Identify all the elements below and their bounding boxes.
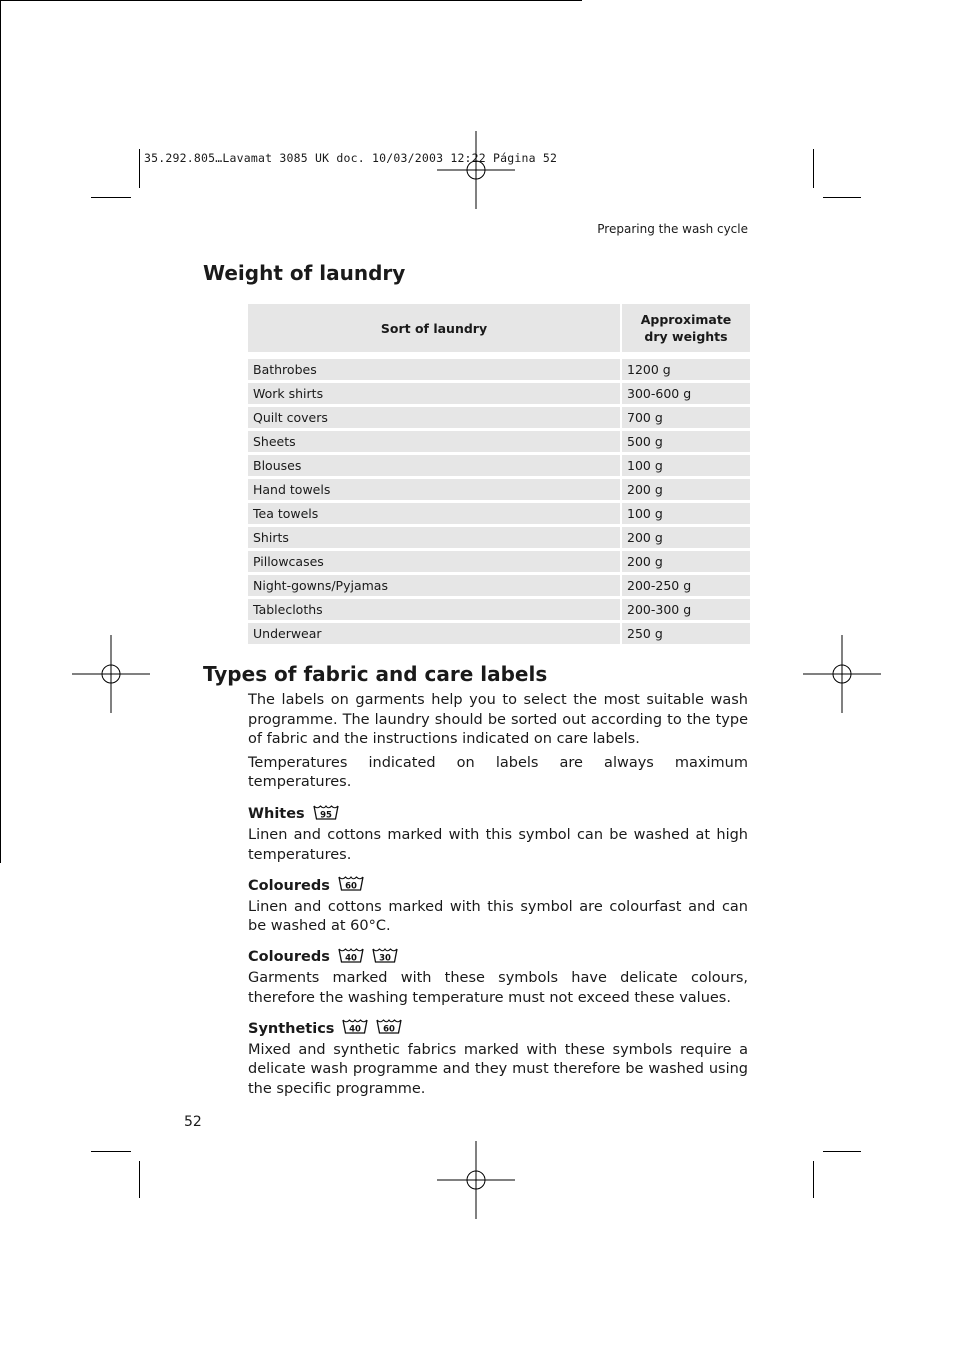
table-row [248,383,750,404]
laundry-weight: 100 g [620,455,750,476]
svg-text:95: 95 [319,809,332,820]
care-label-name: Coloureds [248,877,330,894]
care-label-section [248,875,748,937]
table-row [248,455,750,476]
laundry-weight: 200-250 g [620,575,750,596]
printer-slug: 35.292.805…Lavamat 3085 UK doc. 10/03/2003 12:22 Página 52 [144,151,558,165]
care-label-description: Garments marked with these symbols have delicate colours, therefore the washing temperature must not exceed these values. [248,970,748,1006]
washtub-60-icon [338,875,364,898]
intro-paragraph: Temperatures indicated on labels are always maximum temperatures. [248,754,748,790]
laundry-item: Shirts [248,527,620,548]
laundry-weight: 300-600 g [620,383,750,404]
laundry-item: Bathrobes [248,359,620,380]
table-row [248,599,750,620]
intro-paragraph: The labels on garments help you to select the most suitable wash programme. The laundry should be sorted out according to the type of fabric and the instructions indicated on care labels. [248,692,748,747]
washtub-60-icon [376,1018,402,1041]
care-label-section [248,804,748,866]
table-row [248,431,750,452]
laundry-item: Sheets [248,431,620,452]
table-row [248,623,750,644]
table-header-row [248,304,750,352]
care-label-heading [248,804,748,827]
laundry-item: Hand towels [248,479,620,500]
table-row [248,407,750,428]
column-header-weight: Approximate dry weights [620,304,750,352]
laundry-weight: 200 g [620,551,750,572]
crop-mark [823,1151,861,1152]
laundry-weight: 200 g [620,527,750,548]
crop-mark [813,1161,814,1198]
care-label-heading [248,875,748,898]
washtub-40-icon [342,1018,368,1041]
laundry-item: Tea towels [248,503,620,524]
laundry-weight-table [248,301,750,647]
care-label-name: Synthetics [248,1020,335,1037]
laundry-item: Night-gowns/Pyjamas [248,575,620,596]
svg-text:40: 40 [344,952,357,963]
running-header: Preparing the wash cycle [597,222,748,236]
table-row [248,479,750,500]
laundry-item: Quilt covers [248,407,620,428]
registration-mark-icon [437,131,515,209]
crop-mark [91,197,131,198]
laundry-weight: 1200 g [620,359,750,380]
svg-text:60: 60 [383,1024,396,1034]
laundry-weight: 200-300 g [620,599,750,620]
care-label-description: Linen and cottons marked with this symbol are colourfast and can be washed at 60°C. [248,898,748,934]
svg-text:60: 60 [344,881,357,891]
table-body [248,355,750,644]
table-row [248,527,750,548]
laundry-weight: 700 g [620,407,750,428]
care-label-description: Mixed and synthetic fabrics marked with these symbols require a delicate wash programme and they must therefore be washed using the specific programme. [248,1041,748,1097]
registration-mark-icon [72,635,150,713]
care-label-description: Linen and cottons marked with this symbol can be washed at high temperatures. [248,827,748,863]
laundry-weight: 500 g [620,431,750,452]
care-label-list [248,804,748,1100]
care-label-heading [248,1018,748,1041]
care-label-name: Whites [248,806,305,822]
header-rule [0,0,582,1]
crop-mark [139,149,140,188]
margin-rule [0,1,1,863]
table-row [248,551,750,572]
laundry-weight: 100 g [620,503,750,524]
table-row [248,359,750,380]
svg-text:30: 30 [378,952,391,963]
crop-mark [813,149,814,188]
column-header-sort: Sort of laundry [248,304,620,352]
washtub-30-icon [372,947,398,970]
page-number: 52 [184,1114,202,1130]
registration-mark-icon [437,1141,515,1219]
section-title-fabric: Types of fabric and care labels [203,662,548,686]
table-row [248,503,750,524]
crop-mark [91,1151,131,1152]
laundry-item: Underwear [248,623,620,644]
registration-mark-icon [803,635,881,713]
laundry-item: Blouses [248,455,620,476]
laundry-weight: 250 g [620,623,750,644]
laundry-item: Work shirts [248,383,620,404]
care-label-heading [248,947,748,970]
washtub-40-icon [338,947,364,970]
laundry-weight: 200 g [620,479,750,500]
table-row [248,575,750,596]
care-label-section [248,1018,748,1099]
laundry-item: Pillowcases [248,551,620,572]
fabric-section-body [248,691,748,1099]
section-title-weight: Weight of laundry [203,261,406,285]
care-label-section [248,947,748,1009]
laundry-item: Tablecloths [248,599,620,620]
crop-mark [823,197,861,198]
washtub-95-icon [313,804,339,827]
table-spacer [248,355,750,356]
svg-text:40: 40 [349,1024,362,1034]
care-label-name: Coloureds [248,949,330,965]
crop-mark [139,1161,140,1198]
